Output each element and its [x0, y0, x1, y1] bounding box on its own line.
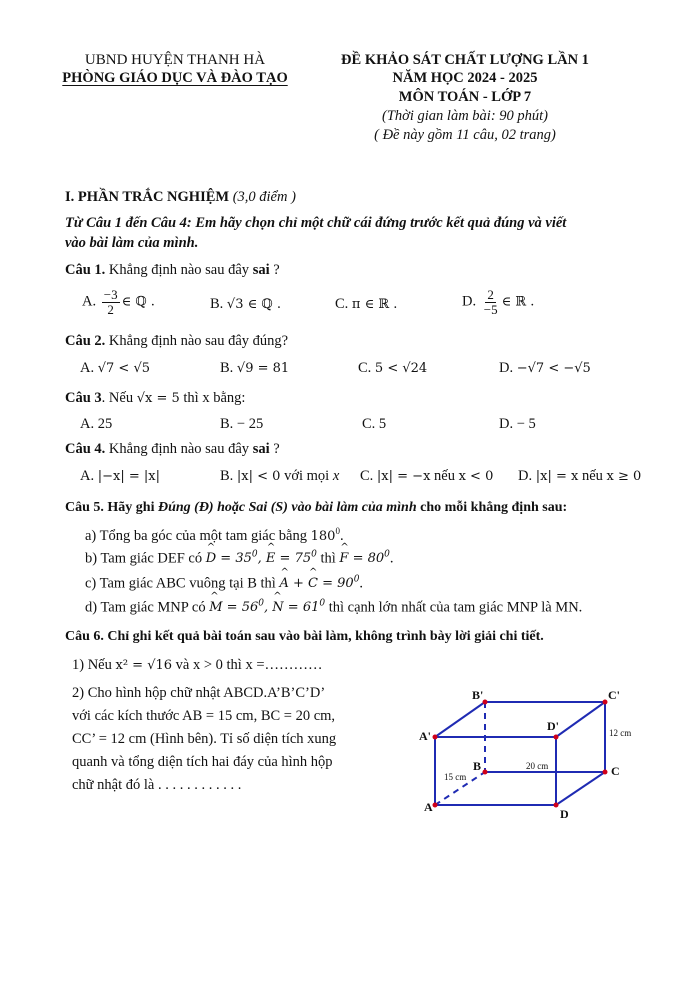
- header-left-line1: UBND HUYỆN THANH HÀ: [84, 52, 266, 68]
- edge-CpDp: [556, 702, 605, 737]
- question-2: Câu 2. Khẳng định nào sau đây đúng?: [65, 333, 289, 349]
- cuboid-figure: [410, 680, 650, 830]
- q1-option-d: D. $\frac{2}{-5}$ ∈ ℝ .: [462, 287, 535, 317]
- header-right-line2: NĂM HỌC 2024 - 2025: [392, 70, 538, 86]
- q2-option-d: D. −√7 < −√5: [499, 360, 591, 376]
- vertex-B: [483, 770, 488, 775]
- vertex-Cp: [603, 700, 608, 705]
- label-D: D: [560, 807, 569, 821]
- fraction: $\frac{-3}{2}$: [103, 287, 118, 317]
- q6-part2-line3: CC’ = 12 cm (Hình bên). Tỉ số diện tích xung: [72, 731, 337, 747]
- q4-option-b: B. |x| < 0 với mọi x: [220, 468, 340, 484]
- q1-option-b: B. √3 ∈ ℚ .: [210, 296, 281, 312]
- instruction-line1: Từ Câu 1 đến Câu 4: Em hãy chọn chỉ một chữ cái đứng trước kết quả đúng và viết: [65, 215, 567, 231]
- q6-part1: 1) Nếu x² = √16 và x > 0 thì x =…………: [72, 657, 323, 673]
- q5-statement-c: c) Tam giác ABC vuông tại B thì ^ A + ^ $C = 90^0$.: [85, 575, 363, 592]
- vertex-Ap: [433, 735, 438, 740]
- q5-statement-d: d) Tam giác MNP có ^ $M = 56^0$, ^ $N = 61^0$ thì cạnh lớn nhất của tam giác MNP là MN.: [85, 599, 582, 616]
- q3-option-b: B. − 25: [220, 416, 264, 432]
- question-3: Câu 3. Nếu √x = 5 thì x bằng:: [65, 390, 246, 406]
- dimension-20cm: 20 cm: [526, 761, 549, 771]
- cuboid-vertices: [433, 700, 608, 808]
- q6-part2-line2: với các kích thước AB = 15 cm, BC = 20 cm,: [72, 708, 336, 724]
- q6-part2-line1: 2) Cho hình hộp chữ nhật ABCD.A’B’C’D’: [72, 685, 326, 701]
- q1-option-c: C. π ∈ ℝ .: [335, 296, 398, 312]
- q4-option-a: A. |−x| = |x|: [80, 468, 160, 484]
- edge-DC: [556, 772, 605, 805]
- q5-statement-b: b) Tam giác DEF có ^ $D = 35^0$, ^ $E = 75^0$ thì ^ $F = 80^0$.: [85, 550, 394, 567]
- vertex-D: [554, 803, 559, 808]
- label-Ap: A': [419, 729, 431, 743]
- dimension-12cm: 12 cm: [609, 728, 632, 738]
- label-Bp: B': [472, 688, 484, 702]
- vertex-A: [433, 803, 438, 808]
- fraction: $\frac{2}{-5}$: [483, 287, 498, 317]
- header-right-line4: (Thời gian làm bài: 90 phút): [381, 108, 549, 124]
- label-A: A: [424, 800, 433, 814]
- q6-part2-line4: quanh và tổng diện tích hai đáy của hình hộp: [72, 754, 333, 770]
- q3-option-a: A. 25: [80, 416, 113, 432]
- q6-part2-line5: chữ nhật đó là . . . . . . . . . . . .: [72, 777, 242, 793]
- q3-option-d: D. − 5: [499, 416, 536, 432]
- question-5: Câu 5. Hãy ghi Đúng (Đ) hoặc Sai (S) vào bài làm của mình cho mỗi khẳng định sau:: [65, 500, 568, 515]
- header-right-line3: MÔN TOÁN - LỚP 7: [398, 89, 532, 105]
- cuboid-edges: [435, 702, 605, 805]
- vertex-C: [603, 770, 608, 775]
- header-left-line2: PHÒNG GIÁO DỤC VÀ ĐÀO TẠO: [62, 70, 288, 86]
- q2-option-b: B. √9 = 81: [220, 360, 290, 376]
- instruction-line2: vào bài làm của mình.: [65, 235, 199, 251]
- q2-option-a: A. √7 < √5: [80, 360, 151, 376]
- q5-statement-a: a) Tổng ba góc của một tam giác bằng $180^0$.: [85, 526, 344, 544]
- q4-option-d: D. |x| = x nếu x ≥ 0: [518, 468, 642, 484]
- question-1: Câu 1. Khẳng định nào sau đây sai ?: [65, 262, 280, 278]
- section-title: I. PHẦN TRẮC NGHIỆM (3,0 điểm ): [65, 189, 296, 205]
- header-right-line5: ( Đề này gồm 11 câu, 02 trang): [374, 127, 556, 143]
- q1-option-a: A. $\frac{-3}{2}$ ∈ ℚ .: [82, 287, 155, 317]
- header-right-line1: ĐỀ KHẢO SÁT CHẤT LƯỢNG LẦN 1: [341, 52, 589, 68]
- dimension-15cm: 15 cm: [444, 772, 467, 782]
- label-Cp: C': [608, 688, 620, 702]
- question-4: Câu 4. Khẳng định nào sau đây sai ?: [65, 441, 280, 457]
- q2-option-c: C. 5 < √24: [358, 360, 428, 376]
- label-C: C: [611, 764, 620, 778]
- q4-option-c: C. |x| = −x nếu x < 0: [360, 468, 494, 484]
- label-Dp: D': [547, 719, 559, 733]
- q3-option-c: C. 5: [362, 416, 387, 432]
- vertex-Dp: [554, 735, 559, 740]
- edge-BpAp: [435, 702, 485, 737]
- question-6: Câu 6. Chỉ ghi kết quả bài toán sau vào bài làm, không trình bày lời giải chi tiết.: [65, 629, 544, 644]
- label-B: B: [473, 759, 482, 773]
